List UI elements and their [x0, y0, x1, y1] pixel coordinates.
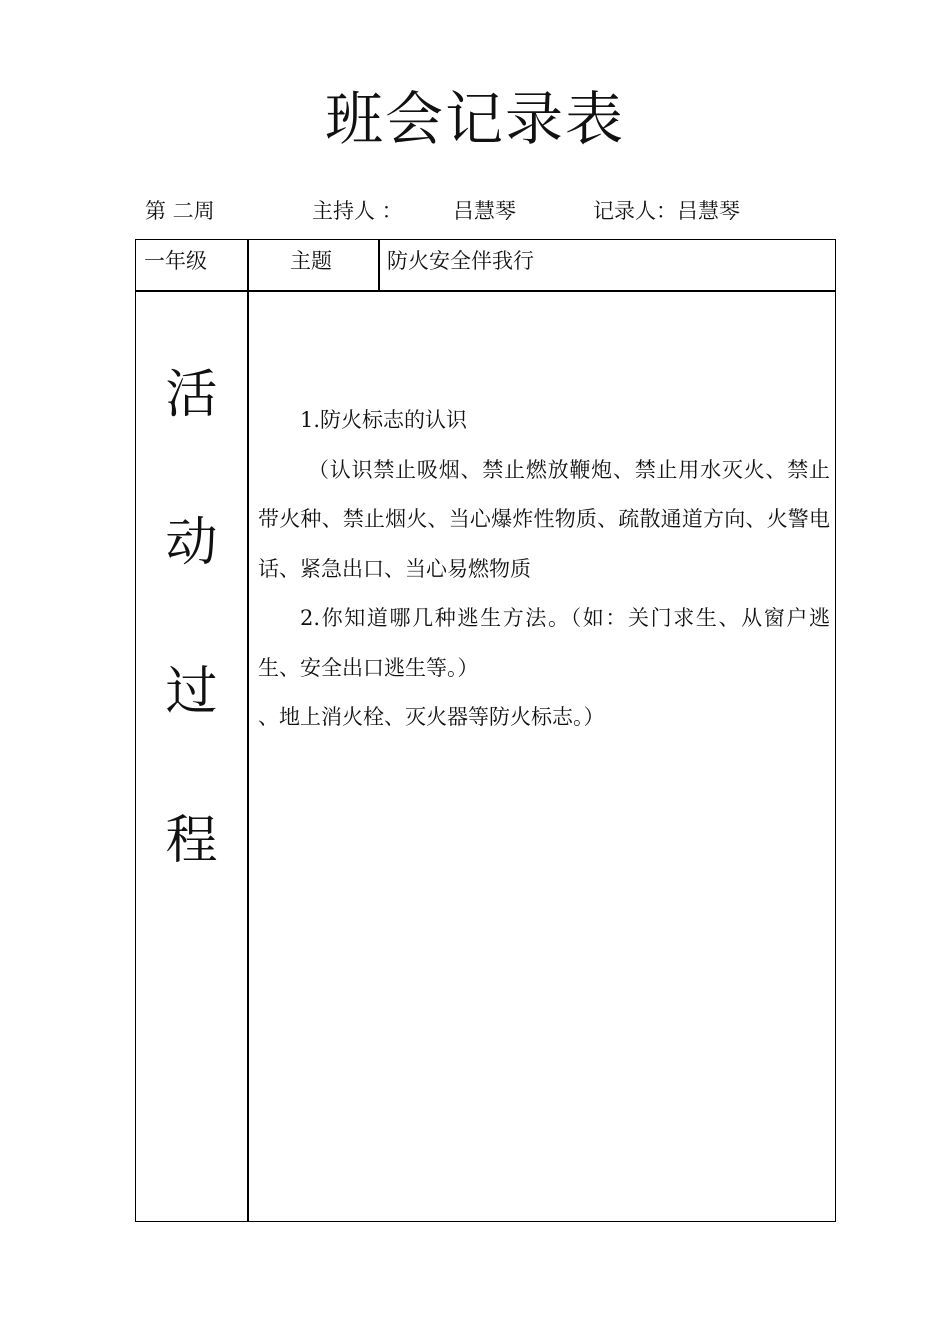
host-label: 主持人 ： [312, 199, 403, 223]
content-paragraph: 2.你知道哪几种逃生方法。（如：关门求生、从窗户逃生、安全出口逃生等。） [258, 606, 830, 680]
host-name: 吕慧琴 [453, 199, 516, 223]
page-title: 班会记录表 [324, 85, 625, 153]
record-table [135, 239, 836, 1222]
table-divider-row [136, 290, 835, 292]
table-divider-left [247, 240, 249, 1221]
process-label-char: 动 [165, 513, 218, 573]
topic-value-cell: 防火安全伴我行 [387, 249, 534, 273]
table-divider-topic [378, 240, 380, 291]
week-label: 第 二周 [145, 199, 215, 223]
content-paragraph: （认识禁止吸烟、禁止燃放鞭炮、禁止用水灭火、禁止带火种、禁止烟火、当心爆炸性物质、疏散通道方向、火警电话、紧急出口、当心易燃物质 [258, 457, 830, 581]
process-label-char: 过 [165, 662, 218, 722]
activity-content [258, 396, 830, 743]
process-label-char: 程 [165, 811, 218, 871]
recorder-label: 记录人：吕慧琴 [593, 199, 740, 223]
content-paragraph: 、地上消火栓、灭火器等防火标志。） [258, 705, 605, 729]
grade-cell: 一年级 [144, 249, 207, 273]
content-paragraph: 1.防火标志的认识 [300, 408, 468, 432]
process-label-char: 活 [165, 365, 218, 425]
topic-label-cell: 主题 [290, 249, 332, 273]
